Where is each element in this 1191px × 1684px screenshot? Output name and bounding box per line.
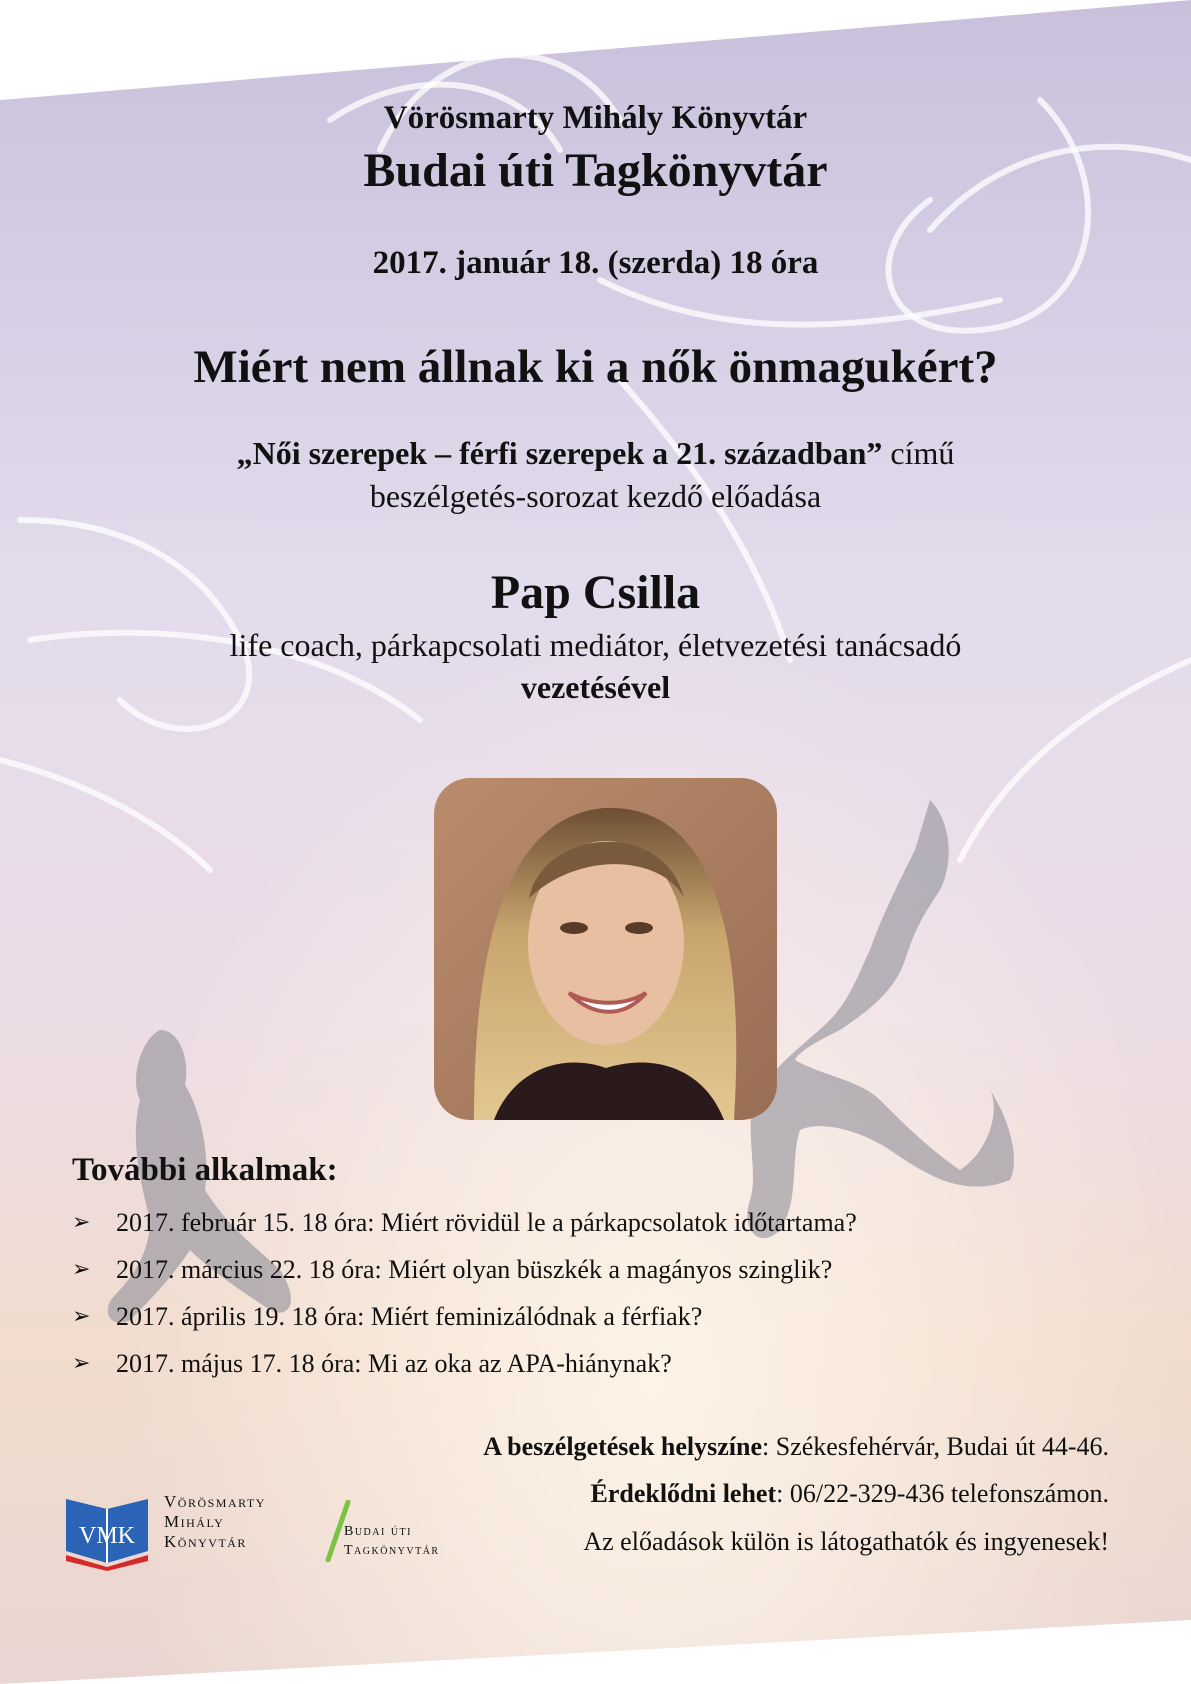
book-logo-icon <box>62 1485 152 1571</box>
free-entry-note: Az előadások külön is látogathatók és ingyenesek! <box>583 1527 1109 1556</box>
speaker-name: Pap Csilla <box>490 566 701 619</box>
vmk-wordmark-line: Vörösmarty <box>164 1492 266 1511</box>
contact-value: : 06/22-329-436 telefonszámon. <box>776 1479 1109 1508</box>
upcoming-item-text: 2017. március 22. 18 óra: Miért olyan büszkék a magányos szinglik? <box>116 1255 833 1284</box>
arrow-bullet-icon: ➢ <box>72 1257 91 1282</box>
branch-name: Budai úti Tagkönyvtár <box>363 144 828 197</box>
library-name: Vörösmarty Mihály Könyvtár <box>383 100 808 136</box>
venue-value: : Székesfehérvár, Budai út 44-46. <box>762 1432 1109 1461</box>
vmk-wordmark-line: Mihály <box>164 1512 225 1531</box>
series-title: „Női szerepek – férfi szerepek a 21. században” <box>236 435 883 471</box>
arrow-bullet-icon: ➢ <box>72 1210 91 1235</box>
list-item <box>72 1302 857 1349</box>
venue-info <box>483 1432 1109 1462</box>
speaker-roles: life coach, párkapcsolati mediátor, életvezetési tanácsadó <box>229 627 962 663</box>
series-description: beszélgetés-sorozat kezdő előadása <box>369 478 822 514</box>
contact-info <box>590 1479 1109 1509</box>
speaker-leading: vezetésével <box>520 669 671 705</box>
event-date: 2017. január 18. (szerda) 18 óra <box>372 245 819 281</box>
list-item <box>72 1255 857 1302</box>
series-line <box>0 435 1191 472</box>
list-item <box>72 1349 857 1396</box>
speaker-portrait <box>434 778 777 1120</box>
branch-wordmark-line: Budai úti <box>344 1524 412 1539</box>
vmk-mark: VMK <box>78 1523 136 1549</box>
arrow-bullet-icon: ➢ <box>72 1351 91 1376</box>
branch-wordmark-line: Tagkönyvtár <box>344 1543 440 1558</box>
upcoming-item-text: 2017. február 15. 18 óra: Miért rövidül le a párkapcsolatok időtartama? <box>116 1208 857 1237</box>
event-title: Miért nem állnak ki a nők önmagukért? <box>193 341 998 393</box>
upcoming-item-text: 2017. április 19. 18 óra: Miért feminizálódnak a férfiak? <box>116 1302 703 1331</box>
contact-label: Érdeklődni lehet <box>590 1479 777 1508</box>
list-item <box>72 1208 857 1255</box>
branch-wordmark <box>344 1522 440 1560</box>
vmk-wordmark-line: Könyvtár <box>164 1532 247 1551</box>
upcoming-heading: További alkalmak: <box>72 1152 338 1188</box>
upcoming-item-text: 2017. május 17. 18 óra: Mi az oka az APA-hiánynak? <box>116 1349 672 1378</box>
arrow-bullet-icon: ➢ <box>72 1304 91 1329</box>
upcoming-list <box>72 1208 857 1396</box>
vmk-wordmark <box>164 1492 266 1552</box>
venue-label: A beszélgetések helyszíne <box>483 1432 763 1461</box>
series-suffix: című <box>882 435 955 471</box>
